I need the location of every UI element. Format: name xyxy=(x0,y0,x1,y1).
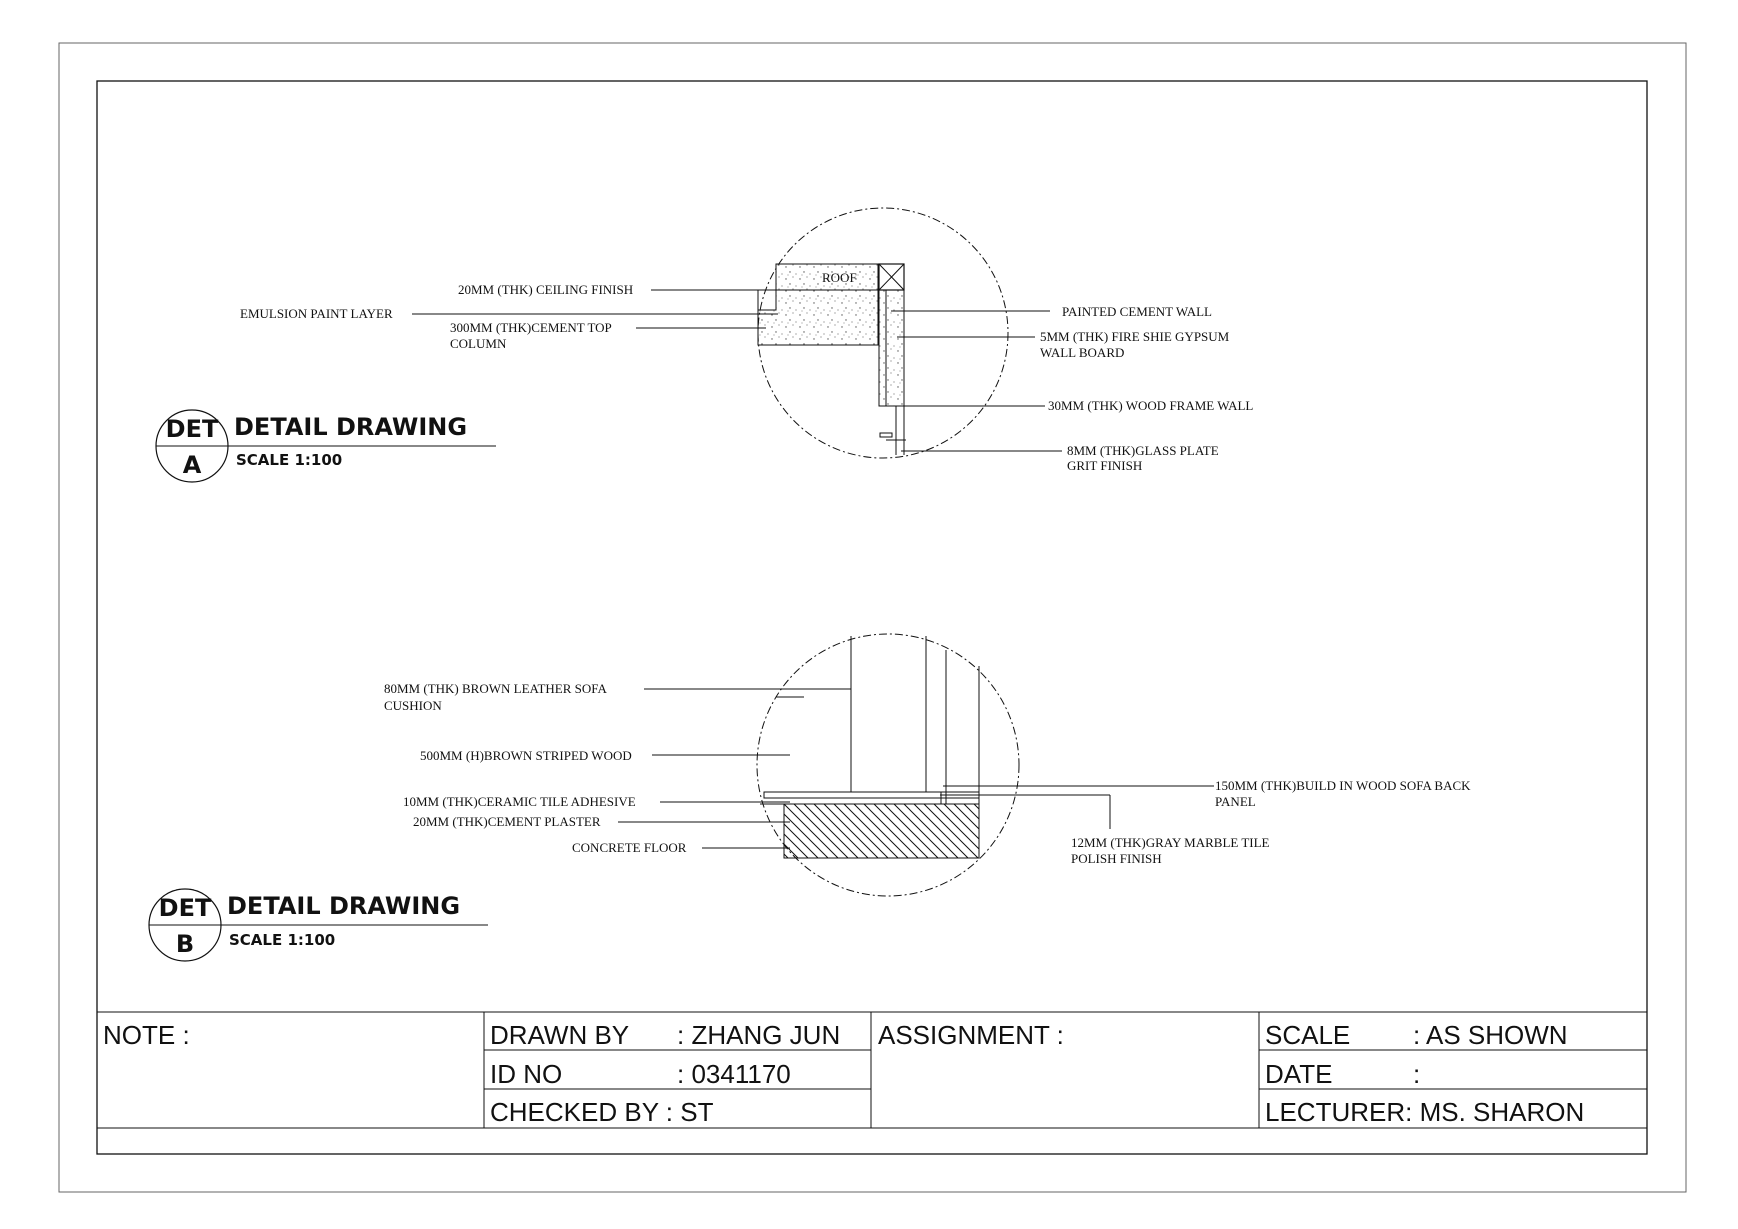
id-no-label: ID NO xyxy=(490,1059,563,1089)
wood-frame-label: 30MM (THK) WOOD FRAME WALL xyxy=(1048,398,1254,413)
detail-a-scale: SCALE 1:100 xyxy=(236,451,343,469)
date-value: : xyxy=(1413,1059,1421,1089)
detail-a-badge-letter: A xyxy=(182,451,202,479)
glass-plate-label-1: 8MM (THK)GLASS PLATE xyxy=(1067,443,1219,458)
detail-b xyxy=(149,634,1471,961)
roof-label: ROOF xyxy=(822,270,857,285)
sofa-back-label-1: 150MM (THK)BUILD IN WOOD SOFA BACK xyxy=(1215,778,1471,793)
gypsum-label-1: 5MM (THK) FIRE SHIE GYPSUM xyxy=(1040,329,1230,344)
scale-label: SCALE xyxy=(1265,1020,1351,1050)
concrete-floor-hatch xyxy=(784,804,979,858)
detail-a-title: DETAIL DRAWING xyxy=(234,413,468,441)
lecturer-label: LECTURER: MS. SHARON xyxy=(1265,1097,1585,1127)
glass-plate-bar xyxy=(880,433,892,437)
painted-wall-label: PAINTED CEMENT WALL xyxy=(1062,304,1212,319)
cushion-label-1: 80MM (THK) BROWN LEATHER SOFA xyxy=(384,681,607,696)
drawn-by-label: DRAWN BY xyxy=(490,1020,630,1050)
emulsion-paint-label: EMULSION PAINT LAYER xyxy=(240,306,393,321)
detail-a-badge-top: DET xyxy=(165,415,219,443)
striped-wood-label: 500MM (H)BROWN STRIPED WOOD xyxy=(420,748,632,763)
cement-top-label-2: COLUMN xyxy=(450,336,507,351)
cushion-label-2: CUSHION xyxy=(384,698,442,713)
glass-plate-label-2: GRIT FINISH xyxy=(1067,458,1143,473)
detail-b-title: DETAIL DRAWING xyxy=(227,892,461,920)
checked-by-label: CHECKED BY : ST xyxy=(490,1097,714,1127)
sofa-back-label-2: PANEL xyxy=(1215,794,1256,809)
inner-border xyxy=(97,81,1647,1154)
cement-top-label-1: 300MM (THK)CEMENT TOP xyxy=(450,320,612,335)
scale-value: : AS SHOWN xyxy=(1413,1020,1568,1050)
cement-plaster-label: 20MM (THK)CEMENT PLASTER xyxy=(413,814,601,829)
id-no-value: : 0341170 xyxy=(677,1059,791,1089)
detail-b-badge-top: DET xyxy=(158,894,212,922)
tile-adhesive-label: 10MM (THK)CERAMIC TILE ADHESIVE xyxy=(403,794,636,809)
date-label: DATE xyxy=(1265,1059,1333,1089)
assignment-label: ASSIGNMENT : xyxy=(878,1020,1064,1050)
detail-b-badge-letter: B xyxy=(175,930,195,958)
detail-b-scale: SCALE 1:100 xyxy=(229,931,336,949)
painted-wall-strip xyxy=(879,290,904,406)
concrete-floor-label: CONCRETE FLOOR xyxy=(572,840,687,855)
cement-column xyxy=(758,290,878,345)
note-label: NOTE : xyxy=(103,1020,190,1050)
detail-a xyxy=(156,208,1253,482)
title-block xyxy=(97,1012,1647,1128)
marble-tile-label-2: POLISH FINISH xyxy=(1071,851,1162,866)
ceiling-finish-label: 20MM (THK) CEILING FINISH xyxy=(458,282,634,297)
gypsum-label-2: WALL BOARD xyxy=(1040,345,1125,360)
marble-tile-label-1: 12MM (THK)GRAY MARBLE TILE xyxy=(1071,835,1270,850)
drawn-by-value: : ZHANG JUN xyxy=(677,1020,841,1050)
